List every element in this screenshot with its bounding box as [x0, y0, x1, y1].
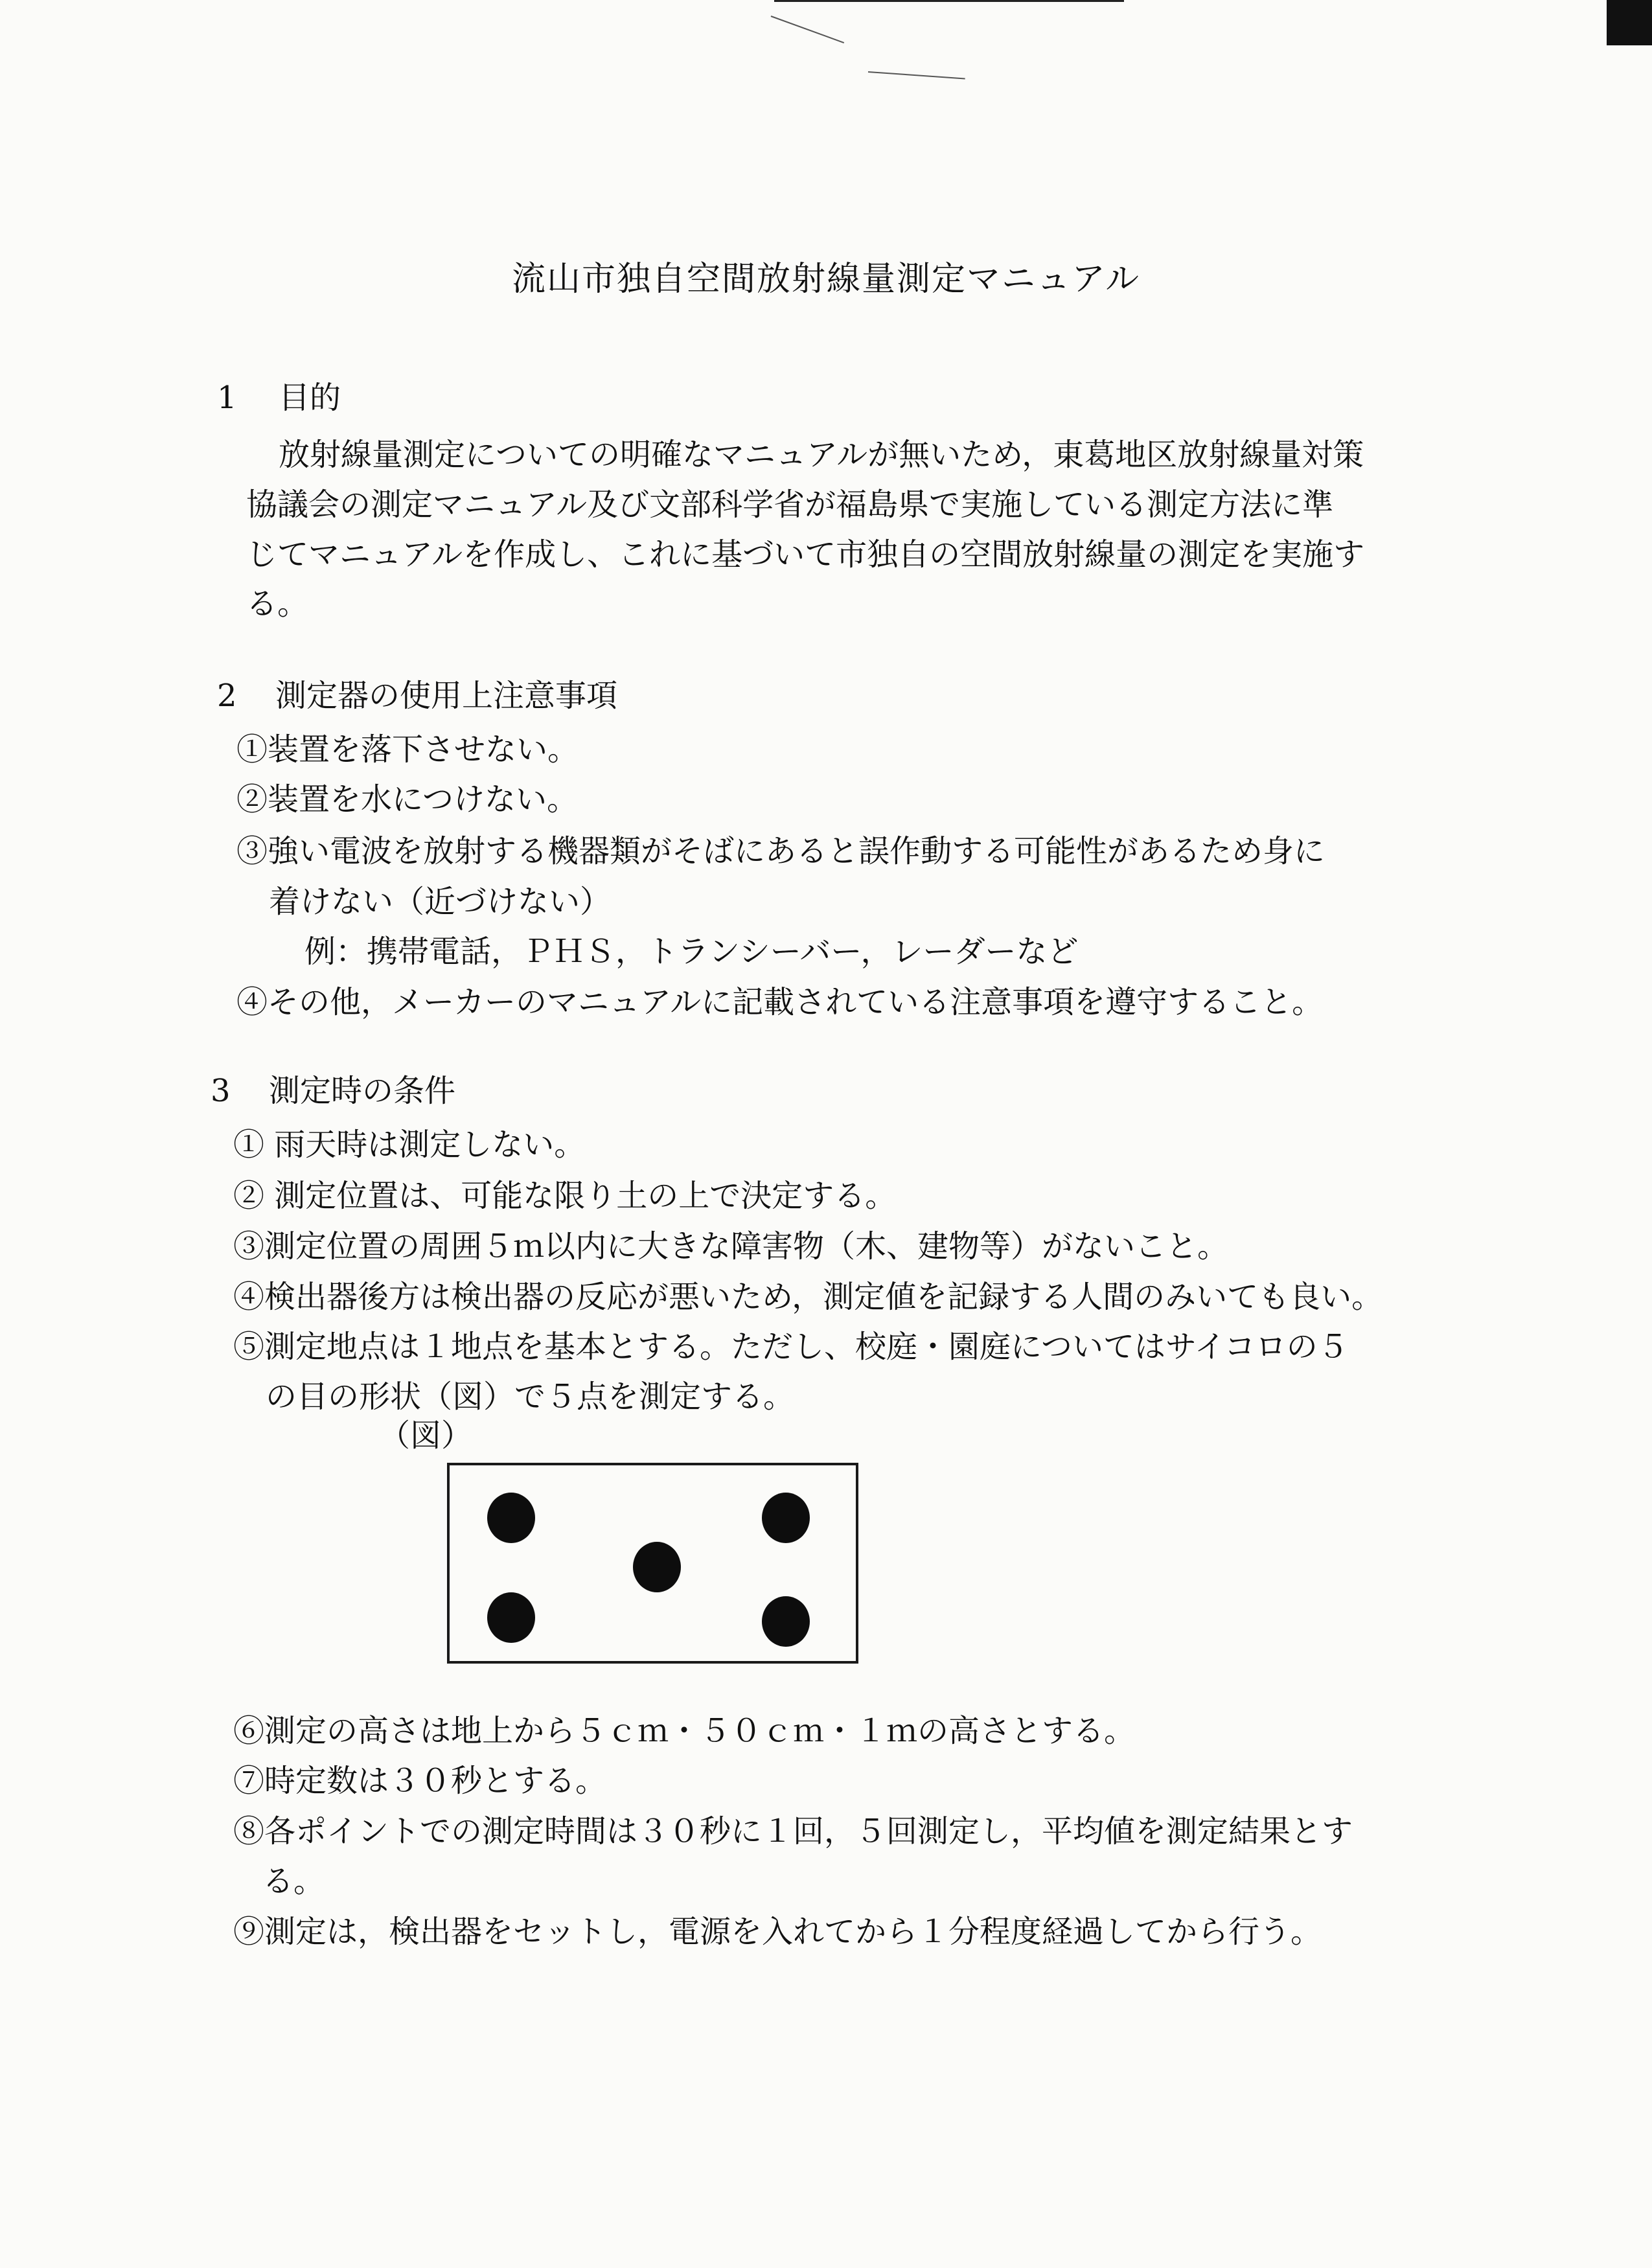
section-2-item: ④その他，メーカーのマニュアルに記載されている注意事項を遵守すること。 [236, 984, 1324, 1020]
scan-stroke-mark [771, 16, 844, 43]
section-3-item: ⑤測定地点は１地点を基本とする。ただし、校庭・園庭についてはサイコロの５ [233, 1329, 1349, 1365]
scan-corner-mark [1607, 0, 1652, 45]
measurement-point [487, 1592, 535, 1643]
section-1-paragraph-line: 協議会の測定マニュアル及び文部科学省が福島県で実施している測定方法に準 [246, 487, 1334, 523]
section-3-item: ① 雨天時は測定しない。 [233, 1127, 586, 1163]
measurement-point [762, 1493, 810, 1543]
figure-label: （図） [379, 1417, 473, 1454]
section-3-item: ⑧各ポイントでの測定時間は３０秒に１回，５回測定し，平均値を測定結果とす [233, 1813, 1353, 1850]
section-3-item: ② 測定位置は、可能な限り土の上で決定する。 [233, 1178, 897, 1214]
section-1-paragraph-line: る。 [246, 586, 309, 622]
measurement-point [487, 1493, 535, 1543]
section-3-heading: 測定時の条件 [269, 1073, 456, 1109]
section-3-item: ③測定位置の周囲５ｍ以内に大きな障害物（木、建物等）がないこと。 [233, 1228, 1229, 1265]
section-2-item: ①装置を落下させない。 [236, 731, 579, 768]
section-3-item: ⑦時定数は３０秒とする。 [233, 1763, 607, 1799]
section-3-item: ⑥測定の高さは地上から５ｃｍ・５０ｃｍ・１ｍの高さとする。 [233, 1713, 1136, 1749]
section-2-item: ③強い電波を放射する機器類がそばにあると誤作動する可能性があるため身に [236, 833, 1325, 869]
measurement-point [762, 1596, 810, 1647]
scan-edge-mark [774, 0, 1124, 2]
section-2-heading: 測定器の使用上注意事項 [275, 678, 618, 714]
section-3-number: 3 [211, 1073, 231, 1109]
measurement-point [633, 1542, 681, 1592]
section-2-example: 例：携帯電話，ＰＨＳ，トランシーバー，レーダーなど [304, 934, 1079, 970]
section-1-paragraph-line: 放射線量測定についての明確なマニュアルが無いため，東葛地区放射線量対策 [279, 437, 1364, 473]
section-3-item: ⑨測定は，検出器をセットし，電源を入れてから１分程度経過してから行う。 [233, 1914, 1322, 1950]
section-1-heading: 目的 [279, 380, 341, 416]
section-1-paragraph-line: じてマニュアルを作成し、これに基づいて市独自の空間放射線量の測定を実施す [246, 536, 1365, 573]
section-3-item: ④検出器後方は検出器の反応が悪いため，測定値を記録する人間のみいても良い。 [233, 1279, 1383, 1315]
section-2-number: 2 [217, 678, 237, 714]
section-1-number: 1 [217, 380, 237, 416]
section-3-item-continued: る。 [262, 1863, 325, 1899]
dice-five-diagram [447, 1463, 858, 1664]
section-2-item-continued: 着けない（近づけない） [269, 884, 612, 920]
scan-stroke-mark [868, 71, 965, 79]
section-3-item-continued: の目の形状（図）で５点を測定する。 [266, 1379, 795, 1415]
document-title: 流山市独自空間放射線量測定マニュアル [512, 260, 1140, 299]
section-2-item: ②装置を水につけない。 [236, 781, 579, 818]
